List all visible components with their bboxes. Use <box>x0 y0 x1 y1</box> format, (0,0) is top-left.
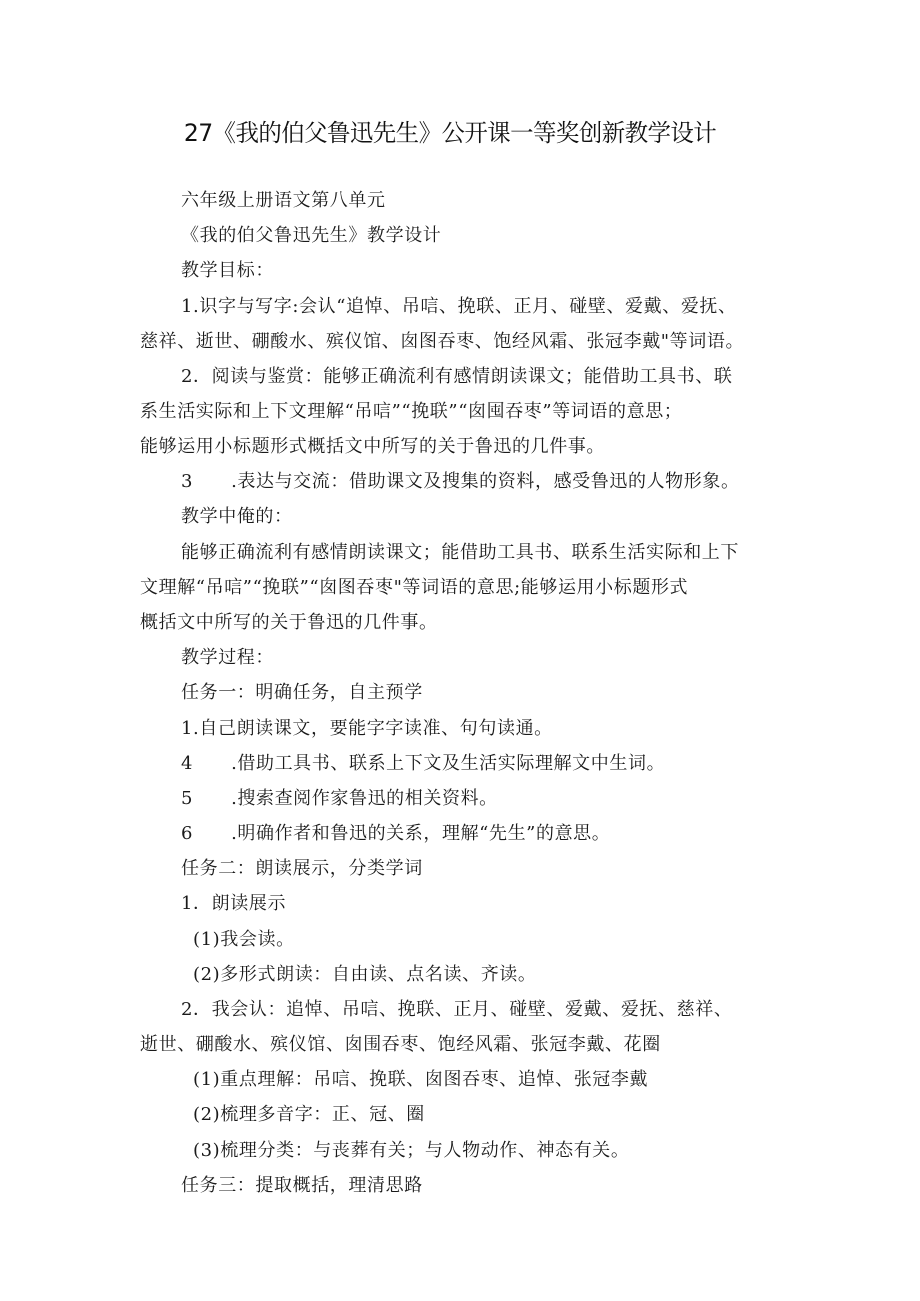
grade-unit-line: 六年级上册语文第八单元 <box>181 190 386 211</box>
goal3-number: 3 <box>181 471 194 492</box>
task1-item5-number: 5 <box>181 788 194 809</box>
goal2-line2: 系生活实际和上下文理解“吊唁”“挽联”“囱囤吞枣”等词语的意思； <box>140 401 683 422</box>
task3-heading: 任务三：提取概括，理清思路 <box>181 1175 423 1196</box>
focus-line3: 概括文中所写的关于鲁迅的几件事。 <box>140 612 438 633</box>
task1-item5 <box>181 786 498 812</box>
task2-heading: 任务二：朗读展示，分类学词 <box>181 858 423 879</box>
goal3-line <box>181 469 740 495</box>
goal2-line3: 能够运用小标题形式概括文中所写的关于鲁迅的几件事。 <box>140 436 605 457</box>
task1-heading: 任务一：明确任务，自主预学 <box>181 682 423 703</box>
task2-item2-line1: 2．我会认：追悼、吊唁、挽联、正月、碰壁、爱戴、爱抚、慈祥、 <box>181 999 733 1020</box>
goal3-text: .表达与交流：借助课文及搜集的资料，感受鲁迅的人物形象。 <box>231 471 740 492</box>
task1-item4-text: .借助工具书、联系上下文及生活实际理解文中生词。 <box>231 753 666 774</box>
task2-item1-sub1: (1)我会读。 <box>193 929 295 950</box>
task2-item2-sub1: (1)重点理解：吊唁、挽联、囱图吞枣、追悼、张冠李戴 <box>193 1069 649 1090</box>
task1-item4 <box>181 751 665 777</box>
task1-item6 <box>181 821 610 847</box>
task1-item6-text: .明确作者和鲁迅的关系，理解“先生”的意思。 <box>231 823 611 844</box>
goal1-line1: 1.识字与写字:会认“追悼、吊唁、挽联、正月、碰壁、爱戴、爱抚、 <box>181 296 737 317</box>
task2-item1: 1．朗读展示 <box>181 893 287 914</box>
task2-item1-sub2: (2)多形式朗读：自由读、点名读、齐读。 <box>193 964 537 985</box>
task1-item6-number: 6 <box>181 823 194 844</box>
task1-item4-number: 4 <box>181 753 194 774</box>
focus-line2: 文理解“吊唁”“挽联”“囱图吞枣"等词语的意思;能够运用小标题形式 <box>140 577 689 598</box>
task1-item1: 1.自己朗读课文，要能字字读准、句句读通。 <box>181 718 553 739</box>
focus-heading: 教学中俺的： <box>181 506 293 527</box>
goal2-line1: 2．阅读与鉴赏：能够正确流利有感情朗读课文；能借助工具书、联 <box>181 366 733 387</box>
process-heading: 教学过程： <box>181 647 274 668</box>
task2-item2-sub3: (3)梳理分类：与丧葬有关；与人物动作、神态有关。 <box>193 1140 630 1161</box>
task2-item2-sub2: (2)梳理多音字：正、冠、圈 <box>193 1104 425 1125</box>
document-title: 27《我的伯父鲁迅先生》公开课一等奖创新教学设计 <box>183 119 717 147</box>
focus-line1: 能够正确流利有感情朗读课文；能借助工具书、联系生活实际和上下 <box>181 542 739 563</box>
goals-heading: 教学目标： <box>181 260 274 281</box>
goal1-line2: 慈祥、逝世、硼酸水、殡仪馆、囱图吞枣、饱经风霜、张冠李戴"等词语。 <box>140 331 745 352</box>
lesson-subtitle: 《我的伯父鲁迅先生》教学设计 <box>181 225 442 246</box>
task1-item5-text: .搜索查阅作家鲁迅的相关资料。 <box>231 788 498 809</box>
task2-item2-line2: 逝世、硼酸水、殡仪馆、囱围吞枣、饱经风霜、张冠李戴、花圈 <box>140 1034 661 1055</box>
